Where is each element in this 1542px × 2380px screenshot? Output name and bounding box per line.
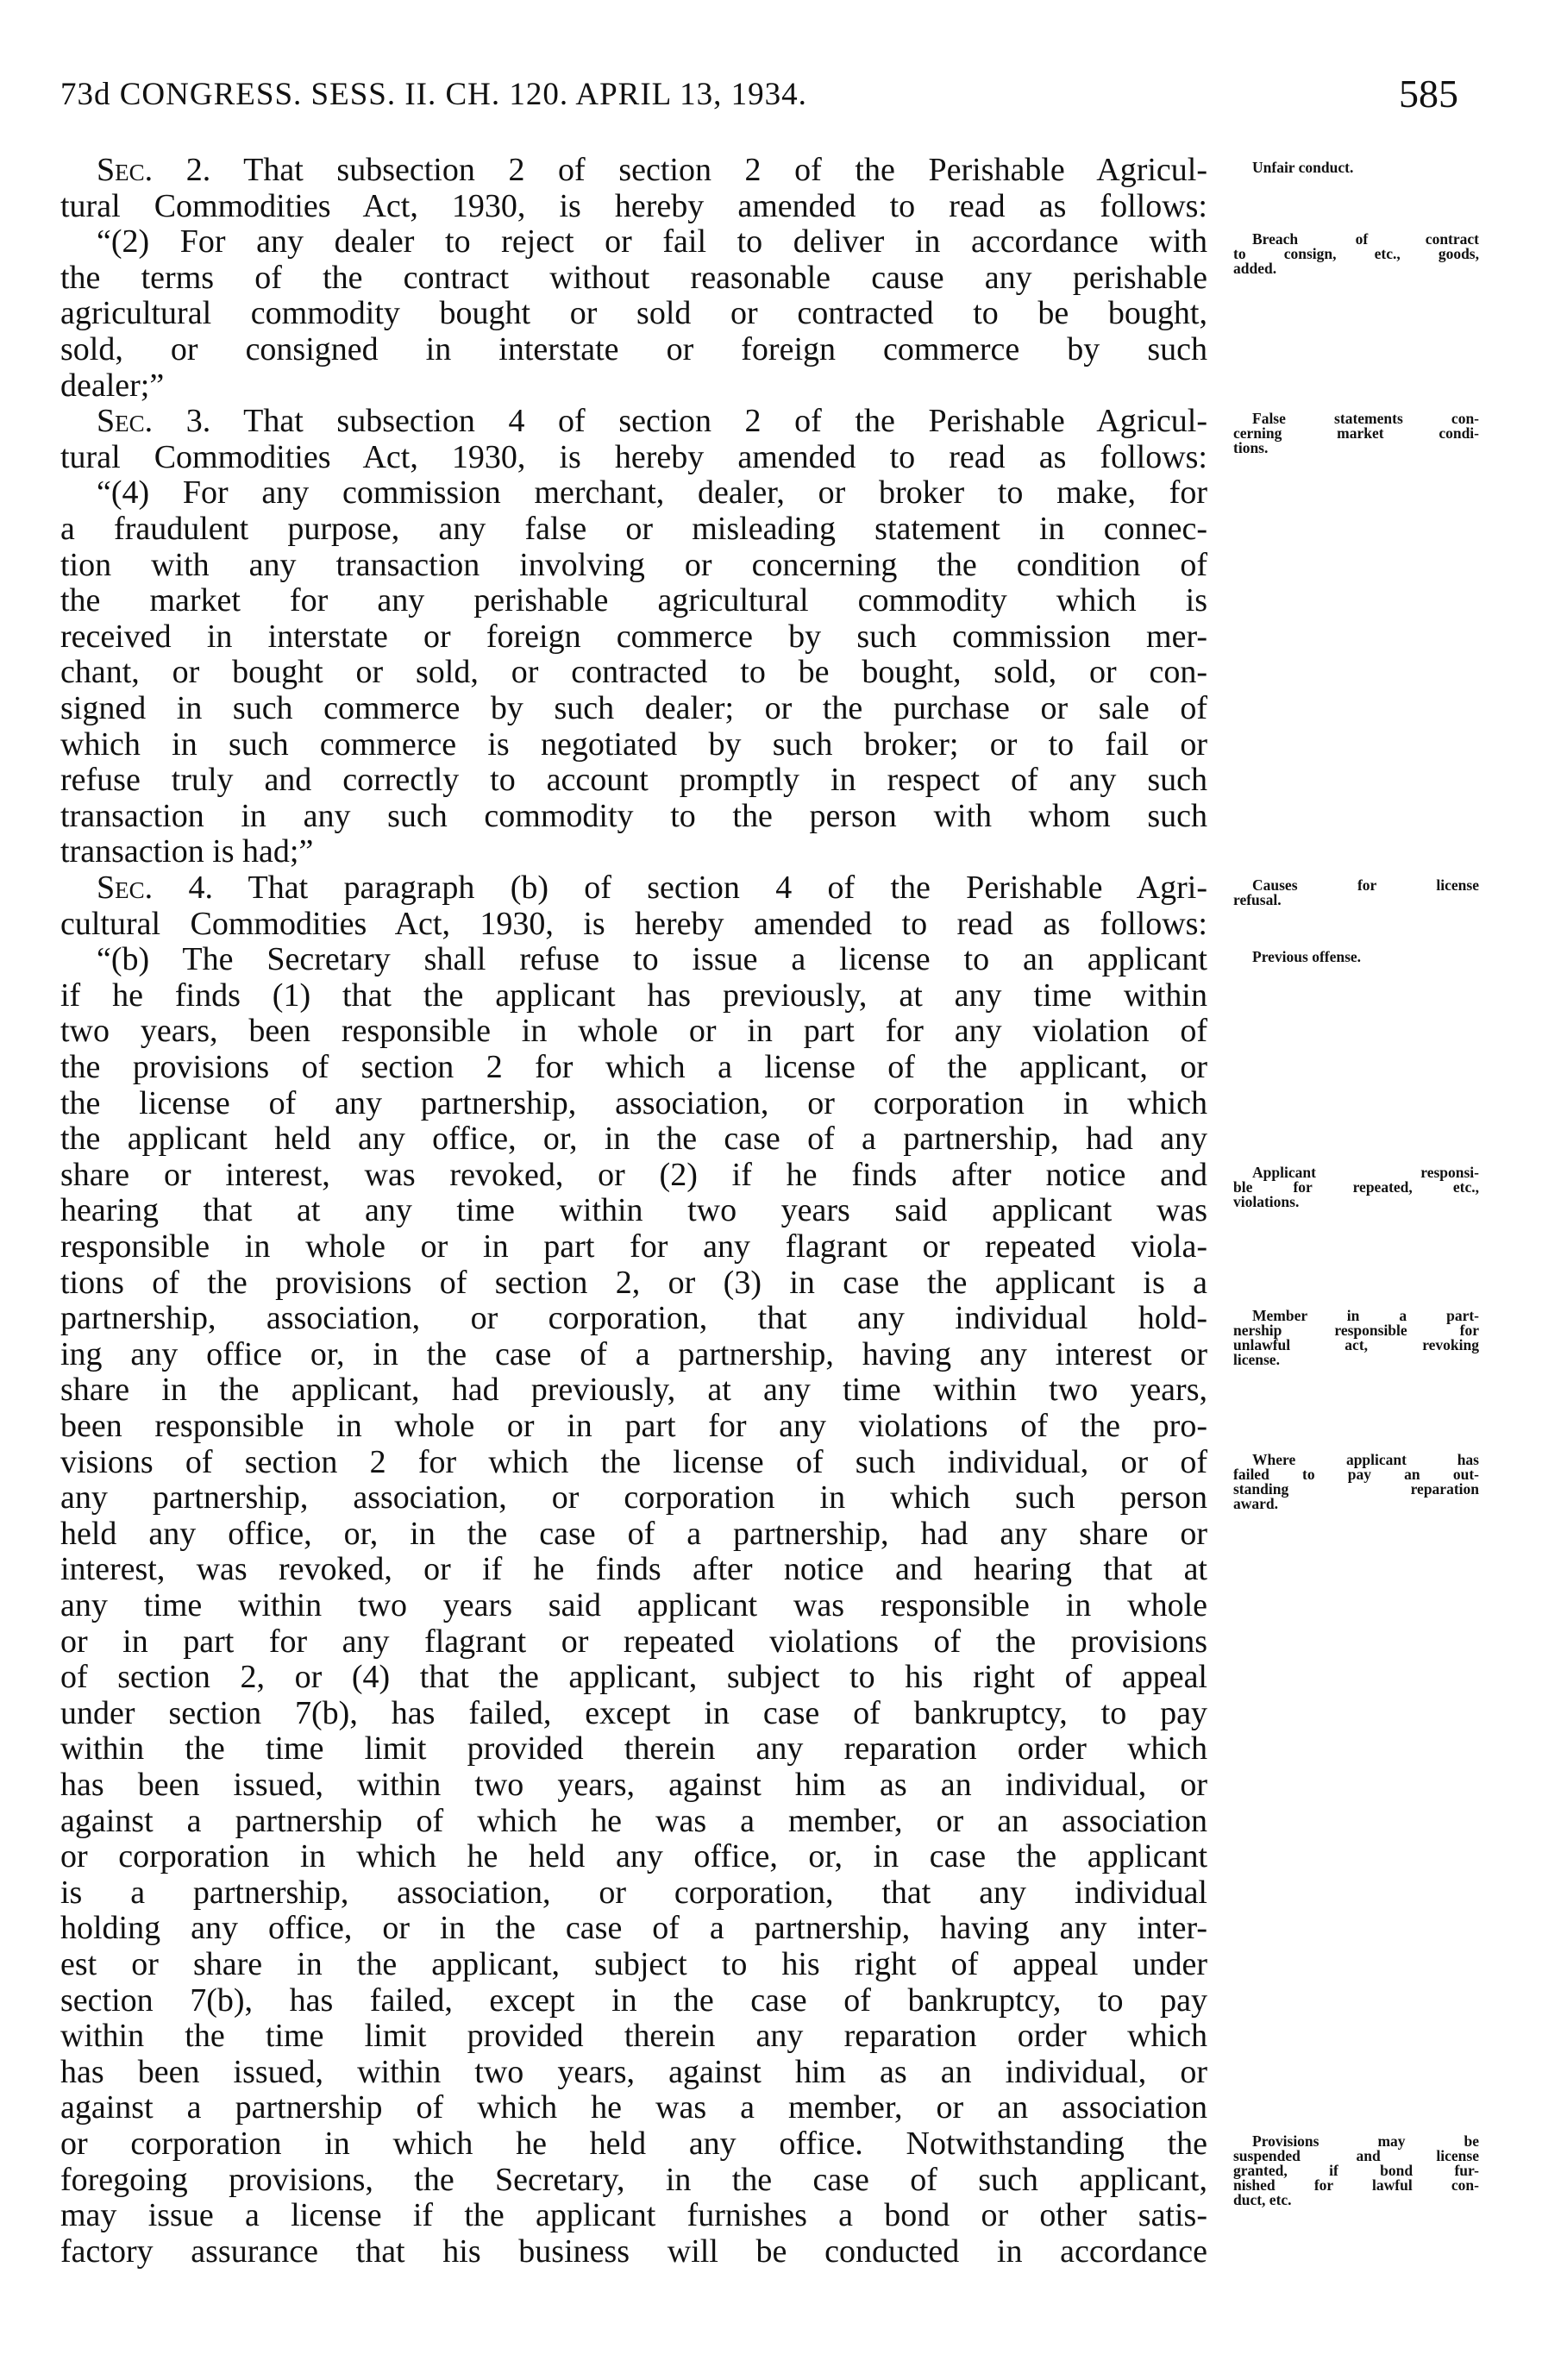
margin-note-line: Breach of contract bbox=[1252, 230, 1479, 248]
line-text: partnership, association, or corporation, that any individual hold- bbox=[60, 1300, 1207, 1337]
text-line bbox=[60, 2054, 1207, 2090]
text-line bbox=[60, 547, 1207, 583]
line-text: received in interstate or foreign commerce by such commission mer- bbox=[60, 618, 1207, 655]
line-text: if he finds (1) that the applicant has previously, at any time within bbox=[60, 976, 1207, 1014]
line-text: interest, was revoked, or if he finds after notice and hearing that at bbox=[60, 1551, 1207, 1588]
text-line bbox=[60, 2233, 1207, 2270]
margin-note bbox=[1233, 950, 1479, 964]
text-line bbox=[60, 690, 1207, 726]
text-line bbox=[60, 1157, 1207, 1193]
margin-note-line: to consign, etc., goods, bbox=[1233, 245, 1479, 263]
text-line bbox=[60, 977, 1207, 1014]
line-text: tion with any transaction involving or concerning the condition of bbox=[60, 546, 1207, 583]
margin-note-line: duct, etc. bbox=[1233, 2191, 1292, 2208]
margin-note-line: unlawful act, revoking bbox=[1233, 1336, 1479, 1354]
margin-note bbox=[1233, 878, 1479, 907]
text-line bbox=[60, 1874, 1207, 1911]
line-text: the market for any perishable agricultural commodity which is bbox=[60, 582, 1207, 619]
text-line bbox=[60, 1479, 1207, 1516]
text-line bbox=[60, 1444, 1207, 1480]
text-line bbox=[60, 152, 1207, 188]
line-text: chant, or bought or sold, or contracted to be bought, sold, or con- bbox=[60, 654, 1207, 691]
margin-note-line: refusal. bbox=[1233, 891, 1282, 908]
text-line bbox=[60, 1300, 1207, 1336]
text-line bbox=[60, 1803, 1207, 1839]
text-line bbox=[60, 906, 1207, 942]
section-label: Sec. bbox=[97, 870, 154, 906]
line-text: the terms of the contract without reasonable cause any perishable bbox=[60, 259, 1207, 296]
section-label: Sec. bbox=[97, 403, 154, 440]
line-text: holding any office, or in the case of a partnership, having any inter- bbox=[60, 1910, 1207, 1947]
line-text: share or interest, was revoked, or (2) if he finds after notice and bbox=[60, 1156, 1207, 1193]
margin-note bbox=[1233, 411, 1479, 455]
margin-note-line: nership responsible for bbox=[1233, 1322, 1479, 1340]
margin-note-line: Applicant responsi- bbox=[1252, 1163, 1479, 1181]
text-line bbox=[60, 762, 1207, 798]
margin-note-line: added. bbox=[1233, 260, 1277, 278]
text-line bbox=[60, 260, 1207, 296]
margin-note-line: ble for repeated, etc., bbox=[1233, 1177, 1479, 1196]
line-text: which in such commerce is negotiated by such broker; or to fail or bbox=[60, 725, 1207, 763]
line-text: signed in such commerce by such dealer; or the purchase or sale of bbox=[60, 690, 1207, 726]
line-text: transaction is had;” bbox=[60, 833, 314, 870]
text-line bbox=[60, 654, 1207, 690]
line-text: ing any office or, in the case of a partnership, having any interest or bbox=[60, 1335, 1207, 1372]
line-text: tural Commodities Act, 1930, is hereby amended to read as follows: bbox=[60, 438, 1207, 475]
line-text: or in part for any flagrant or repeated violations of the provisions bbox=[60, 1623, 1207, 1660]
text-line bbox=[60, 1587, 1207, 1623]
line-text: est or share in the applicant, subject to his right of appeal under bbox=[60, 1946, 1207, 1982]
text-line bbox=[60, 1730, 1207, 1767]
line-text: may issue a license if the applicant furnishes a bond or other satis- bbox=[60, 2197, 1207, 2234]
text-line bbox=[60, 1192, 1207, 1228]
line-text: sold, or consigned in interstate or foreign commerce by such bbox=[60, 331, 1207, 367]
text-line bbox=[60, 1767, 1207, 1803]
margin-note-line: Where applicant has bbox=[1252, 1450, 1479, 1468]
running-head: 73d CONGRESS. SESS. II. CH. 120. APRIL 13, 1934. bbox=[60, 77, 807, 112]
text-line bbox=[60, 1372, 1207, 1408]
margin-note-line: tions. bbox=[1233, 439, 1269, 457]
text-line bbox=[60, 223, 1207, 260]
text-line bbox=[60, 619, 1207, 655]
text-line bbox=[60, 798, 1207, 834]
text-line bbox=[60, 403, 1207, 439]
line-text: section 7(b), has failed, except in the case of bankruptcy, to pay bbox=[60, 1981, 1207, 2019]
margin-note bbox=[1233, 232, 1479, 276]
line-text: is a partnership, association, or corporation, that any individual bbox=[60, 1874, 1207, 1911]
text-line bbox=[60, 833, 1207, 870]
margin-note-line: Provisions may be bbox=[1252, 2132, 1479, 2150]
text-line bbox=[60, 1695, 1207, 1731]
margin-note-line: license. bbox=[1233, 1351, 1280, 1369]
text-line bbox=[60, 367, 1207, 404]
text-line bbox=[60, 2018, 1207, 2054]
text-line bbox=[60, 582, 1207, 619]
text-line bbox=[60, 1408, 1207, 1444]
line-text: factory assurance that his business will be conducted in accordance bbox=[60, 2232, 1207, 2270]
line-text: cultural Commodities Act, 1930, is hereby amended to read as follows: bbox=[60, 905, 1207, 942]
line-text: 4. That paragraph (b) of section 4 of the Perishable Agri- bbox=[153, 870, 1207, 906]
margin-note bbox=[1233, 1165, 1479, 1209]
margin-note bbox=[1233, 160, 1479, 175]
line-text: 3. That subsection 4 of section 2 of the Perishable Agricul- bbox=[153, 403, 1207, 440]
text-line bbox=[60, 1838, 1207, 1874]
margin-note-line: failed to pay an out- bbox=[1233, 1465, 1479, 1483]
text-line bbox=[60, 1336, 1207, 1372]
text-line bbox=[60, 1910, 1207, 1946]
margin-note-line: suspended and license bbox=[1233, 2147, 1479, 2164]
margin-note-line: Member in a part- bbox=[1252, 1307, 1479, 1325]
line-text: foregoing provisions, the Secretary, in the case of such applicant, bbox=[60, 2161, 1207, 2198]
margin-note-line: False statements con- bbox=[1252, 410, 1479, 428]
text-line bbox=[60, 1982, 1207, 2019]
text-line bbox=[60, 2089, 1207, 2126]
line-text: two years, been responsible in whole or in part for any violation of bbox=[60, 1013, 1207, 1050]
line-text: or corporation in which he held any office, or, in case the applicant bbox=[60, 1838, 1207, 1875]
margin-note-line: standing reparation bbox=[1233, 1479, 1479, 1498]
text-line bbox=[60, 1623, 1207, 1660]
line-text: against a partnership of which he was a member, or an association bbox=[60, 2089, 1207, 2126]
text-line bbox=[60, 870, 1207, 906]
text-line bbox=[60, 439, 1207, 475]
line-text: a fraudulent purpose, any false or misleading statement in connec- bbox=[60, 511, 1207, 547]
line-text: under section 7(b), has failed, except in case of bankruptcy, to pay bbox=[60, 1694, 1207, 1731]
line-text: visions of section 2 for which the license of such individual, or of bbox=[60, 1443, 1207, 1480]
margin-note-line: violations. bbox=[1233, 1192, 1300, 1210]
line-text: “(2) For any dealer to reject or fail to deliver in accordance with bbox=[97, 223, 1207, 261]
line-text: the applicant held any office, or, in the case of a partnership, had any bbox=[60, 1121, 1207, 1158]
line-text: been responsible in whole or in part for any violations of the pro- bbox=[60, 1408, 1207, 1444]
text-line bbox=[60, 295, 1207, 331]
line-text: or corporation in which he held any office. Notwithstanding the bbox=[60, 2126, 1207, 2162]
margin-note-line: Unfair conduct. bbox=[1252, 159, 1354, 176]
text-line bbox=[60, 2162, 1207, 2198]
line-text: any partnership, association, or corporation in which such person bbox=[60, 1479, 1207, 1517]
line-text: “(4) For any commission merchant, dealer, or broker to make, for bbox=[97, 474, 1207, 512]
margin-note-line: granted, if bond fur- bbox=[1233, 2162, 1479, 2179]
text-line bbox=[60, 726, 1207, 763]
line-text: has been issued, within two years, against him as an individual, or bbox=[60, 2053, 1207, 2090]
line-text: tural Commodities Act, 1930, is hereby amended to read as follows: bbox=[60, 187, 1207, 224]
margin-note bbox=[1233, 1450, 1479, 1512]
text-line bbox=[60, 2126, 1207, 2162]
line-text: within the time limit provided therein any reparation order which bbox=[60, 1730, 1207, 1768]
text-line bbox=[60, 941, 1207, 977]
text-line bbox=[60, 1516, 1207, 1552]
text-line bbox=[60, 2197, 1207, 2233]
line-text: hearing that at any time within two years said applicant was bbox=[60, 1192, 1207, 1229]
line-text: of section 2, or (4) that the applicant, subject to his right of appeal bbox=[60, 1659, 1207, 1696]
text-line bbox=[60, 1121, 1207, 1157]
text-line bbox=[60, 1013, 1207, 1049]
text-line bbox=[60, 1049, 1207, 1085]
line-text: 2. That subsection 2 of section 2 of the Perishable Agricul- bbox=[153, 152, 1207, 188]
line-text: against a partnership of which he was a member, or an association bbox=[60, 1802, 1207, 1839]
line-text: the provisions of section 2 for which a license of the applicant, or bbox=[60, 1049, 1207, 1085]
margin-note-line: Previous offense. bbox=[1252, 948, 1362, 966]
line-text: within the time limit provided therein any reparation order which bbox=[60, 2018, 1207, 2055]
text-line bbox=[60, 331, 1207, 367]
section-label: Sec. bbox=[97, 152, 154, 188]
text-line bbox=[60, 1659, 1207, 1695]
text-line bbox=[60, 1228, 1207, 1265]
margin-note bbox=[1233, 1309, 1479, 1367]
margin-note-line: cerning market condi- bbox=[1233, 424, 1479, 443]
text-line bbox=[60, 1265, 1207, 1301]
line-text: transaction in any such commodity to the person with whom such bbox=[60, 797, 1207, 834]
line-text: any time within two years said applicant was responsible in whole bbox=[60, 1587, 1207, 1623]
line-text: dealer;” bbox=[60, 367, 165, 404]
line-text: responsible in whole or in part for any flagrant or repeated viola- bbox=[60, 1228, 1207, 1265]
text-line bbox=[60, 474, 1207, 511]
margin-note bbox=[1233, 2134, 1479, 2207]
text-line bbox=[60, 1085, 1207, 1121]
line-text: “(b) The Secretary shall refuse to issue a license to an applicant bbox=[97, 941, 1207, 978]
margin-note-line: nished for lawful con- bbox=[1233, 2176, 1479, 2194]
text-line bbox=[60, 188, 1207, 224]
margin-note-line: Causes for license bbox=[1252, 876, 1479, 894]
page-number: 585 bbox=[1399, 72, 1458, 116]
line-text: held any office, or, in the case of a partnership, had any share or bbox=[60, 1515, 1207, 1552]
line-text: tions of the provisions of section 2, or (3) in case the applicant is a bbox=[60, 1264, 1207, 1301]
text-line bbox=[60, 1551, 1207, 1587]
line-text: refuse truly and correctly to account promptly in respect of any such bbox=[60, 762, 1207, 799]
line-text: share in the applicant, had previously, at any time within two years, bbox=[60, 1372, 1207, 1409]
text-line bbox=[60, 1946, 1207, 1982]
line-text: the license of any partnership, association, or corporation in which bbox=[60, 1084, 1207, 1121]
margin-note-line: award. bbox=[1233, 1494, 1279, 1512]
line-text: agricultural commodity bought or sold or contracted to be bought, bbox=[60, 295, 1207, 332]
line-text: has been issued, within two years, against him as an individual, or bbox=[60, 1767, 1207, 1803]
text-line bbox=[60, 511, 1207, 547]
